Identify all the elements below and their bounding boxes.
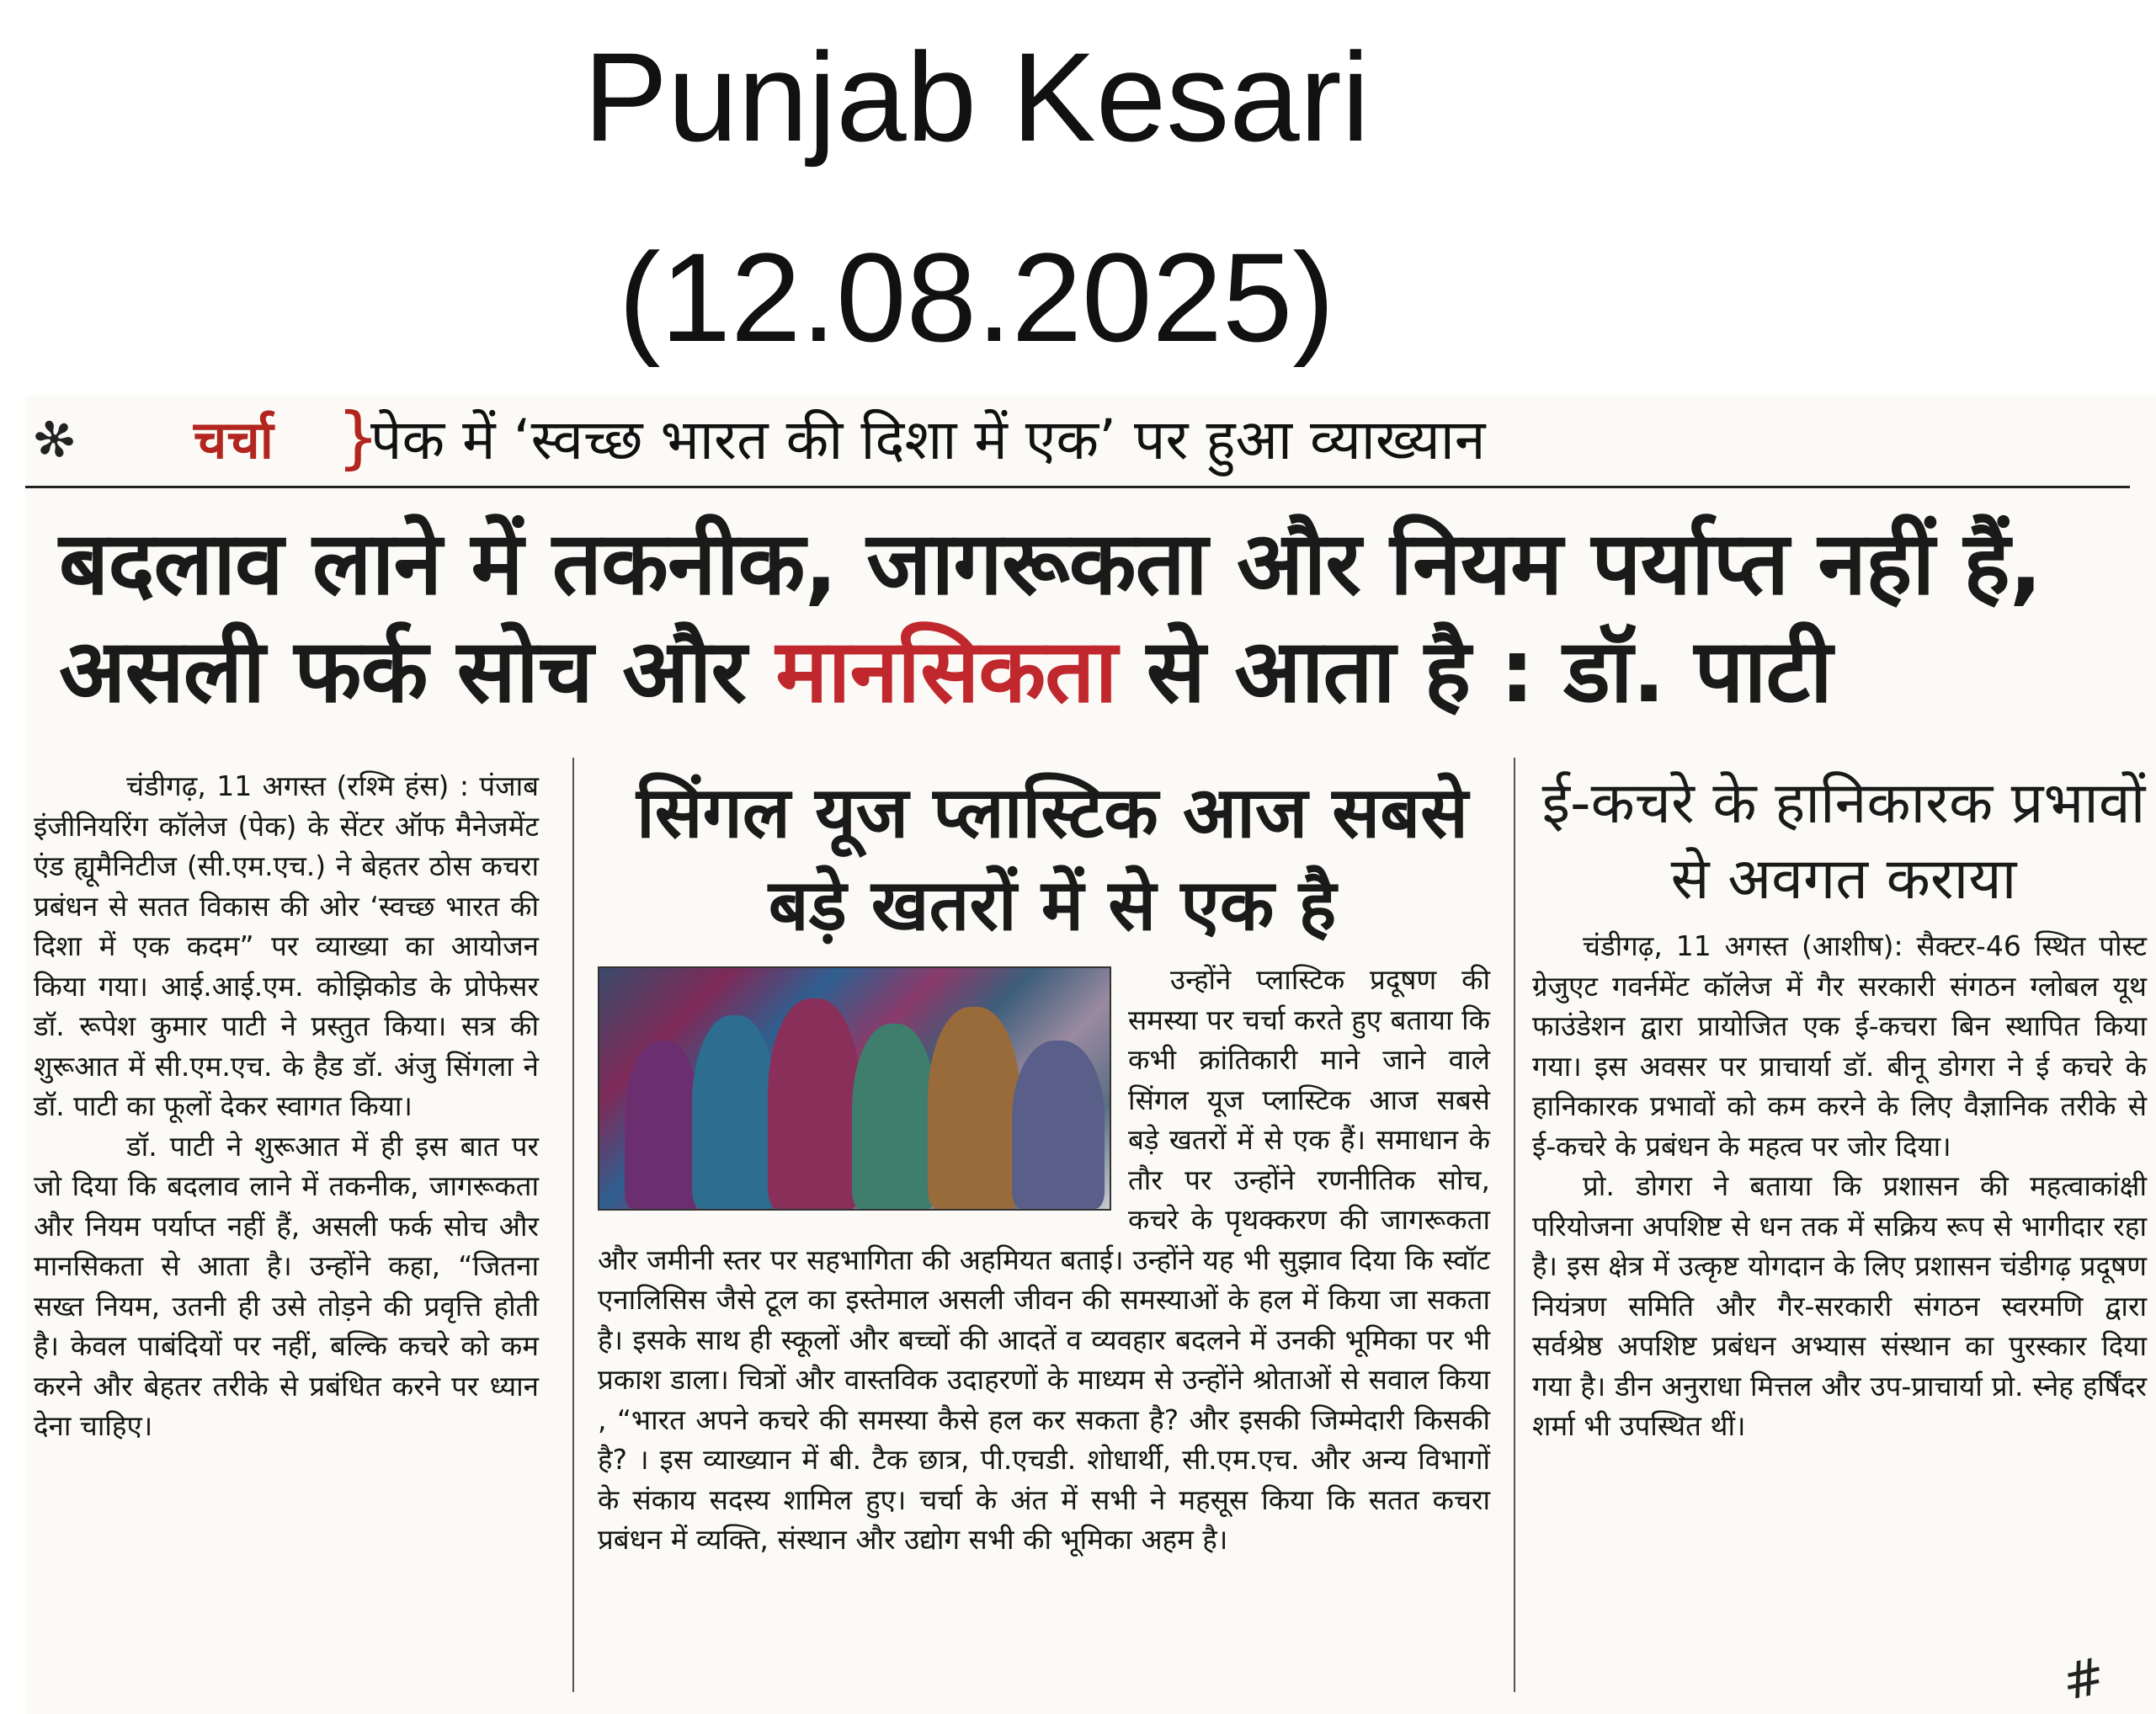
kicker-label: चर्चा (194, 409, 274, 471)
column-divider (572, 758, 574, 1692)
bag-shape (692, 1015, 776, 1209)
bag-shape (768, 998, 860, 1209)
headline-part2: से आता है : डॉ. पाटी (1116, 620, 1832, 722)
headline-part1: बदलाव लाने में तकनीक, जागरूकता और नियम पर्याप्त नहीं हैं, असली फर्क सोच और (59, 512, 2042, 722)
kicker-row (25, 396, 2130, 488)
newspaper-clipping (25, 396, 2156, 1714)
col1-paragraph-2: डॉ. पाटी ने शुरूआत में ही इस बात पर जो दिया कि बदलाव लाने में तकनीक, जागरूकता और नियम पर्याप्त नहीं हैं, असली फर्क सोच और मानसिकता से आता है। उन्होंने कहा, “जितना सख्त नियम, उतनी ही उसे तोड़ने की प्रवृत्ति होती है। केवल पाबंदियों पर नहीं, बल्कि कचरे को कम करने और बेहतर तरीके से प्रबंधित करने पर ध्यान देना चाहिए। (34, 1129, 539, 1442)
col1-paragraph-1: चंडीगढ़, 11 अगस्त (रश्मि हंस) : पंजाब इंजीनियरिंग कॉलेज (पेक) के सेंटर ऑफ मैनेजमेंट एंड ह्यूमैनिटीज (सी.एम.एच.) ने बेहतर ठोस कचरा प्रबंधन से सतत विकास की ओर ‘स्वच्छ भारत की दिशा में एक कदम” पर व्याख्या का आयोजन किया गया। आई.आई.एम. कोझिकोड के प्रोफेसर डॉ. रूपेश कुमार पाटी ने प्रस्तुत किया। सत्र की शुरूआत में सी.एम.एच. के हैड डॉ. अंजु सिंगला ने डॉ. पाटी का फूलों देकर स्वागत किया। (34, 769, 539, 1122)
column-3 (1532, 926, 2147, 1446)
subhead: पेक में ‘स्वच्छ भारत की दिशा में एक’ पर हुआ व्याख्यान (370, 407, 1486, 472)
asterisk-mark-icon: ✻ (24, 405, 85, 476)
col2-paragraph: उन्होंने प्लास्टिक प्रदूषण की समस्या पर चर्चा करते हुए बताया कि कभी क्रांतिकारी माने जाने वाले सिंगल यूज प्लास्टिक आज सबसे बड़े खतरों में से एक हैं। समाधान के तौर पर उन्होंने रणनीतिक सोच, कचरे के पृथक्करण की जागरूकता और जमीनी स्तर पर सहभागिता की अहमियत बताई। उन्होंने यह भी सुझाव दिया कि स्वॉट एनालिसिस जैसे टूल का इस्तेमाल असली जीवन की समस्याओं के हल में किया जा सकता है। इसके साथ ही स्कूलों और बच्चों की आदतें व व्यवहार बदलने में उनकी भूमिका पर भी प्रकाश डाला। चित्रों और वास्तविक उदाहरणों के माध्यम से उन्होंने श्रोताओं से सवाल किया , “भारत अपने कचरे की समस्या कैसे हल कर सकता है? और इसकी जिम्मेदारी किसकी है? । इस व्याख्यान में बी. टैक छात्र, पी.एचडी. शोधार्थी, सी.एम.एच. और अन्य विभागों के संकाय सदस्य शामिल हुए। चर्चा के अंत में सभी ने महसूस किया कि सतत कचरा प्रबंधन में व्यक्ति, संस्थान और उद्योग सभी की भूमिका अहम है। (598, 963, 1490, 1556)
hash-mark-icon: # (2057, 1646, 2111, 1713)
column-1 (34, 766, 539, 1446)
publication-date: (12.08.2025) (618, 226, 1335, 368)
bag-shape (625, 1041, 700, 1209)
col3-paragraph-2: प्रो. डोगरा ने बताया कि प्रशासन की महत्वाकांक्षी परियोजना अपशिष्ट से धन तक में सक्रिय रूप से भागीदार रहा है। इस क्षेत्र में उत्कृष्ट योगदान के लिए प्रशासन चंडीगढ़ प्रदूषण नियंत्रण समिति और गैर-सरकारी संगठन स्वरमणि द्वारा सर्वश्रेष्ठ अपशिष्ट प्रबंधन अभ्यास संस्थान का पुरस्कार दिया गया है। डीन अनुराधा मित्तल और उप-प्राचार्या प्रो. स्नेह हर्षिंदर शर्मा भी उपस्थित थीं। (1532, 1169, 2147, 1442)
headline-highlight: मानसिकता (775, 620, 1117, 722)
bag-shape (852, 1024, 936, 1209)
bag-shape (928, 1007, 1020, 1209)
plastic-bags-photo (598, 966, 1111, 1211)
kicker-separator: } (337, 398, 380, 476)
col3-paragraph-1: चंडीगढ़, 11 अगस्त (आशीष): सैक्टर-46 स्थित पोस्ट ग्रेजुएट गवर्नमेंट कॉलेज में गैर सरकारी संगठन ग्लोबल यूथ फाउंडेशन द्वारा प्रायोजित एक ई-कचरा बिन स्थापित किया गया। इस अवसर पर प्राचार्या डॉ. बीनू डोगरा ने ई कचरे के हानिकारक प्रभावों को कम करने के लिए वैज्ञानिक तरीके से ई-कचरे के प्रबंधन के महत्व पर जोर दिया। (1532, 929, 2147, 1163)
headline (59, 509, 2138, 725)
bag-shape (1012, 1041, 1105, 1209)
col2-heading: सिंगल यूज प्लास्टिक आज सबसे बड़े खतरों में से एक है (636, 771, 1468, 946)
title-block (0, 0, 2156, 396)
column-2 (598, 960, 1490, 1560)
publication-name: Punjab Kesari (583, 26, 1370, 168)
col3-heading: ई-कचरे के हानिकारक प्रभावों से अवगत कराया (1541, 770, 2146, 913)
column-divider (1514, 758, 1515, 1692)
